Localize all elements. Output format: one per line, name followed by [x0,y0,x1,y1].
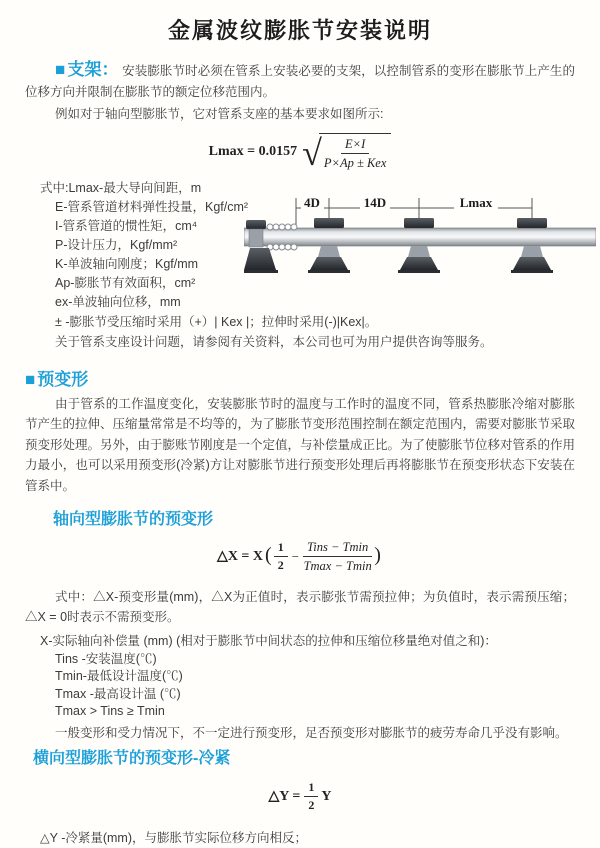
half-denominator: 2 [308,798,315,813]
definition-item: 式中:Lmax-最大导向间距，m [40,180,202,195]
lmax-formula-denominator: P×Ap ± Kex [323,156,387,171]
temp-item: Tmax > Tins ≥ Tmin [55,704,165,718]
predeform-section-heading [25,365,575,390]
predeform-heading-label: 预变形 [37,369,89,389]
cold-tightening-note: △Y -冷紧量(mm)，与膨胀节实际位移方向相反； [40,830,308,845]
definition-item: P-设计压力，Kgf/mm² [55,237,178,252]
axial-formula-note: 式中：△X-预变形量(mm)，△X为正值时，表示膨张节需预拉伸；为负值时，表示需预压缩；△X = 0时表示不需预变形。 [25,589,575,624]
temperature-fraction [303,539,372,575]
lmax-formula [25,133,575,172]
dim-label-14d: 14D [363,195,387,210]
definition-item: I-管系管道的惯性矩，cm⁴ [55,218,198,233]
x-definition-line: X-实际轴向补偿量 (mm) (相对于膨胀节中间状态的拉伸和压缩位移量绝对值之和)： [40,633,497,648]
lmax-formula-radicand [319,133,392,172]
half-numerator: 1 [274,540,288,558]
pipe [244,228,596,246]
pipe-support-diagram [244,190,596,294]
dim-label-4d: 4D [304,195,320,210]
definition-item: Ap-膨胀节有效面积，cm² [55,275,196,290]
minus-operator: − [291,548,300,564]
half-denominator: 2 [277,558,284,573]
sqrt-radical-symbol: √ [302,132,322,173]
dim-label-lmax: Lmax [459,195,493,210]
temp-item: Tins -安装温度(℃) [55,651,157,666]
lmax-formula-numerator: E×I [341,136,369,154]
lmax-formula-lhs: Lmax = 0.0157 [208,144,298,160]
definition-item: ex-单波轴向位移，mm [55,294,181,309]
definition-item: K-单波轴向刚度；Kgf/mm [55,256,199,271]
temperature-numerator: Tins − Tmin [303,539,372,557]
close-paren: ) [374,544,381,567]
support-intro-text: 安装膨胀节时必须在管系上安装必要的支架，以控制管系的变形在膨胀节上产生的位移方向并限制在膨胀节的额定位移范围内。 [25,64,575,99]
temp-item: Tmax -最高设计温 (℃) [55,686,181,701]
section-bullet-icon: ■ [55,60,66,79]
support-heading-label: 支架： [67,60,119,79]
lateral-subsection-heading: 横向型膨胀节的预变形-冷紧 [33,749,231,767]
support-intro-paragraph [25,59,575,103]
axial-subsection-heading: 轴向型膨胀节的预变形 [53,511,214,528]
support-example-line: 例如对于轴向型膨胀节，它对管系支座的基本要求如图所示: [55,107,384,121]
axial-predeform-formula [25,539,575,575]
lateral-formula-prefix: △Y = [268,789,301,805]
temperature-denominator: Tmax − Tmin [303,559,372,574]
plusminus-note: ± -膨胀节受压缩时采用（+）| Kex |；拉伸时采用(-)|Kex|。 [55,314,378,329]
half-fraction [304,780,318,814]
lmax-formula-fraction [324,136,387,172]
open-paren: ( [265,544,272,567]
half-numerator: 1 [304,780,318,798]
lateral-formula-suffix: Y [321,788,332,804]
axial-formula-prefix: △X = X [217,549,264,565]
temp-item: Tmin-最低设计温度(℃) [55,669,183,683]
general-note: 一般变形和受力情况下，不一定进行预变形，足否预变形对膨胀节的疲劳寿命几乎没有影响。 [55,725,568,740]
half-fraction [274,540,288,574]
temperature-definitions [25,651,575,721]
definition-item: E-管系管道材料弹性投量，Kgf/cm² [55,199,249,214]
lateral-predeform-formula [25,780,575,814]
consult-note: 关于管系支座设计问题，请参阅有关资料，本公司也可为用户提供咨询等服务。 [55,334,493,349]
support-section-heading [55,60,119,79]
predeform-paragraph: 由于管系的工作温度变化，安装膨胀节时的温度与工作时的温度不同，管系热膨胀冷缩对膨胀节产生的拉伸、压缩量常常是不均等的，为了膨胀节变形范围控制在额定范围内，需要对膨胀节采取预变形处理。另外，由于膨账节刚度是一个定值，与补偿量成正比。为了使膨胀节位移对管系的作用力最小，也可以采用预变形(冷紧)方让对膨胀节进行预变形处理后再将膨胀节在预变形状态下安装在管系中。 [25,396,576,493]
page-title: 金属波纹膨胀节安装说明 [167,18,432,43]
section-bullet-icon: ■ [25,369,36,389]
